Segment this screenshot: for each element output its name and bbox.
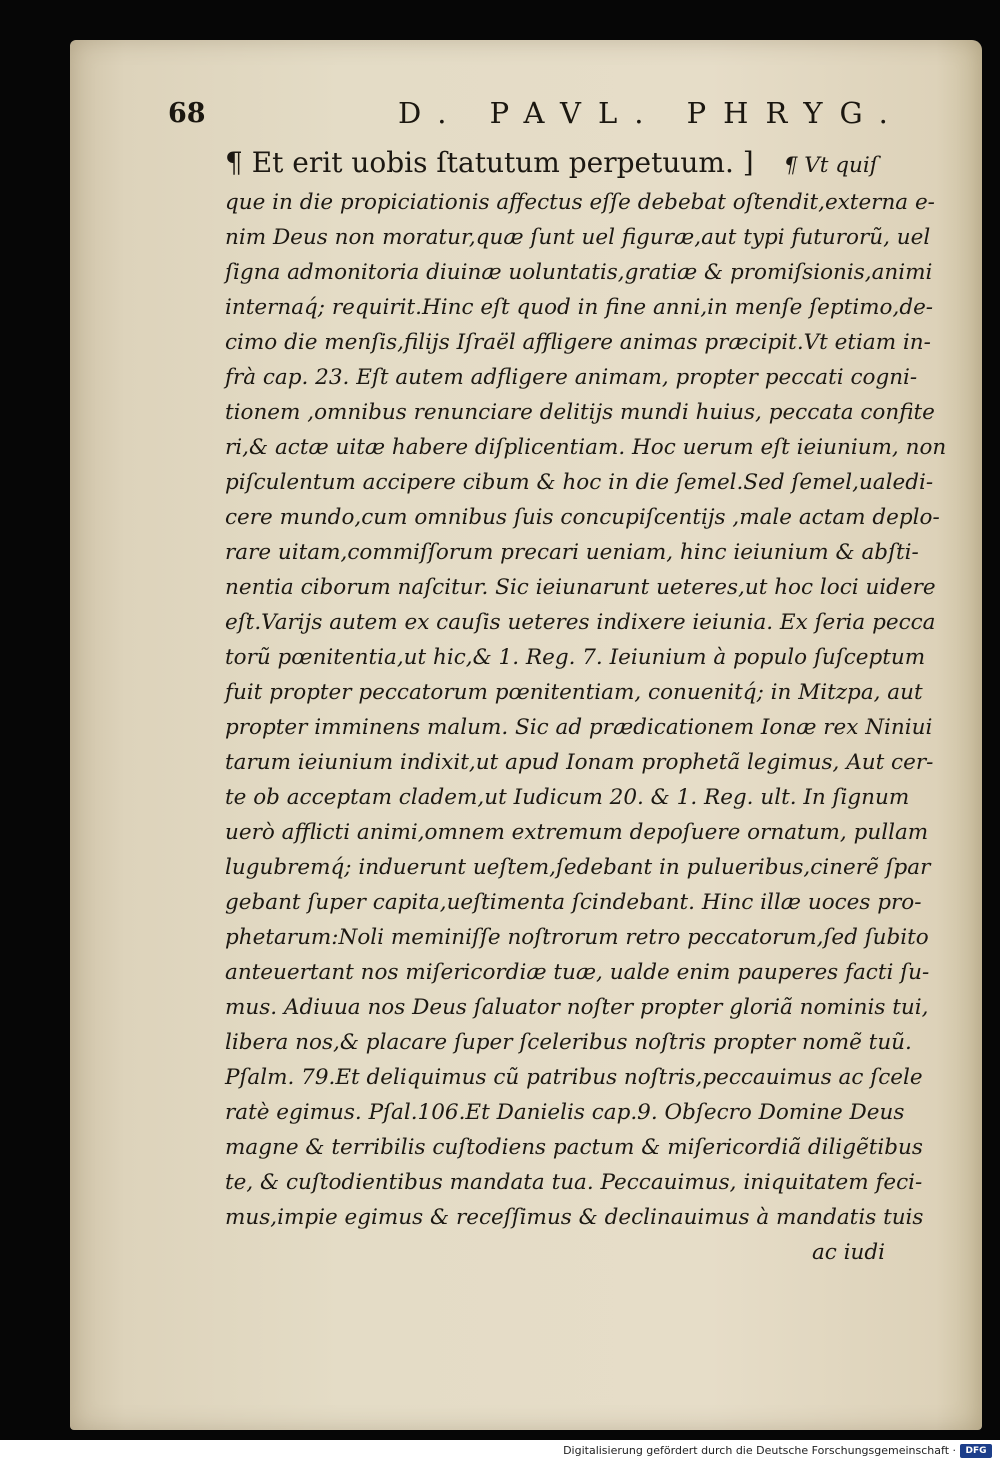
text-line: eſt.Varijs autem ex cauſis ueteres indixere ieiunia. Ex ſeria pecca [225, 610, 936, 635]
text-line: ratè egimus. Pſal.106.Et Danielis cap.9. Obſecro Domine Deus [225, 1100, 905, 1125]
text-line: mus,impie egimus & receſſimus & declinauimus à mandatis tuis [225, 1205, 924, 1230]
text-line: nim Deus non moratur,quæ ſunt uel figuræ,aut typi futurorũ, uel [225, 225, 931, 250]
text-line: piſculentum accipere cibum & hoc in die ſemel.Sed ſemel,ualedi- [225, 470, 934, 495]
text-line: rare uitam,commiſſorum precari ueniam, hinc ieiunium & abſti- [225, 540, 919, 565]
text-line: internaq́; requirit.Hinc eſt quod in fine anni,in menſe ſeptimo,de- [225, 295, 934, 320]
text-line: nentia ciborum naſcitur. Sic ieiunarunt ueteres,ut hoc loci uidere [225, 575, 936, 600]
body-text [225, 141, 947, 1270]
text-line: te, & cuſtodientibus mandata tua. Peccauimus, iniquitatem feci- [225, 1170, 923, 1195]
text-line: magne & terribilis cuſtodiens pactum & miſericordiã diligẽtibus [225, 1135, 923, 1160]
text-line: frà cap. 23. Eſt autem adfligere animam, propter peccati cogni- [225, 365, 918, 390]
text-line: tionem ,omnibus renunciare delitijs mundi huius, peccata confite [225, 400, 935, 425]
dfg-logo-icon: DFG [960, 1444, 992, 1458]
lemma-comment: ¶ Vt quiſ [783, 153, 878, 178]
catchword-line: ac iudi [811, 1240, 885, 1265]
text-line: propter imminens malum. Sic ad prædicationem Ionæ rex Niniui [225, 715, 933, 740]
funding-notice: Digitalisierung gefördert durch die Deutsche Forschungsgemeinschaft · [563, 1444, 956, 1457]
text-line: cimo die menſis,filijs Iſraël affligere animas præcipit.Vt etiam in- [225, 330, 931, 355]
text-line: lugubremq́; induerunt ueſtem,ſedebant in pulueribus,cinerẽ ſpar [225, 855, 931, 880]
text-line: tarum ieiunium indixit,ut apud Ionam prophetã legimus, Aut cer- [225, 750, 934, 775]
text-line: libera nos,& placare ſuper ſceleribus noſtris propter nomẽ tuũ. [225, 1030, 912, 1055]
text-line: uerò afflicti animi,omnem extremum depoſuere ornatum, pullam [225, 820, 929, 845]
text-line: ri,& actæ uitæ habere diſplicentiam. Hoc uerum eſt ieiunium, non [225, 435, 947, 460]
lemma-line [225, 141, 925, 185]
running-head: D. PAVL. PHRYG. [398, 96, 905, 130]
text-line: torũ pœnitentia,ut hic,& 1. Reg. 7. Ieiunium à populo ſuſceptum [225, 645, 926, 670]
text-line: phetarum:Noli meminiſſe noſtrorum retro peccatorum,ſed ſubito [225, 925, 929, 950]
folio-number: 68 [168, 98, 206, 129]
page-header [100, 80, 905, 130]
lemma: ¶ Et erit uobis ſtatutum perpetuum. ] [225, 146, 754, 179]
text-line: ſigna admonitoria diuinæ uoluntatis,gratiæ & promiſsionis,animi [225, 260, 933, 285]
text-line: te ob acceptam cladem,ut Iudicum 20. & 1. Reg. ult. In ſignum [225, 785, 910, 810]
text-line: que in die propiciationis affectus eſſe debebat oſtendit,externa e- [225, 190, 935, 215]
text-line: cere mundo,cum omnibus ſuis concupiſcentijs ,male actam deplo- [225, 505, 940, 530]
text-line: gebant ſuper capita,ueſtimenta ſcindebant. Hinc illæ uoces pro- [225, 890, 922, 915]
digitization-footer [0, 1440, 1000, 1463]
text-line: mus. Adiuua nos Deus ſaluator noſter propter gloriã nominis tui, [225, 995, 929, 1020]
text-line: fuit propter peccatorum pœnitentiam, conuenitq́; in Mitzpa, aut [225, 680, 923, 705]
text-line: Pſalm. 79.Et deliquimus cũ patribus noſtris,peccauimus ac ſcele [225, 1065, 923, 1090]
text-line: anteuertant nos miſericordiæ tuæ, ualde enim pauperes facti ſu- [225, 960, 930, 985]
